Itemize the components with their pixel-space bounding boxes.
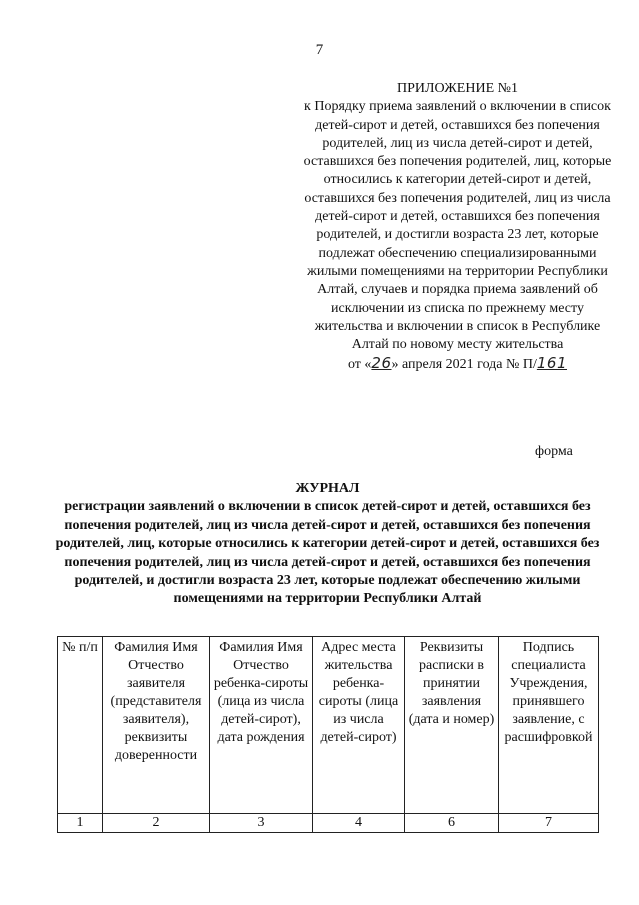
header-cell-number: № п/п: [58, 637, 103, 814]
column-number-cell: 3: [210, 814, 313, 833]
column-number-cell: 2: [103, 814, 210, 833]
header-cell-child: Фамилия Имя Отчество ребенка-сироты (лица из числа детей-сирот), дата рождения: [210, 637, 313, 814]
journal-table: [57, 636, 599, 833]
date-prefix: от «: [347, 357, 372, 373]
column-number-cell: 7: [499, 814, 599, 833]
journal-title: ЖУРНАЛ: [295, 481, 360, 496]
header-cell-receipt: Реквизиты расписки в принятии заявления (дата и номер): [405, 637, 499, 814]
handwritten-number: 161: [536, 354, 568, 373]
handwritten-day: 26: [371, 354, 392, 373]
date-middle: » апреля 2021 года № П/: [391, 357, 537, 373]
form-label: форма: [535, 444, 573, 459]
table-header-row: [58, 637, 599, 814]
header-cell-address: Адрес места жительства ребенка-сироты (лица из числа детей-сирот): [313, 637, 405, 814]
appendix-text: к Порядку приема заявлений о включении в список детей-сирот и детей, оставшихся без попечения родителей, лиц из числа детей-сирот и детей, оставшихся без попечения родителей, лиц, которые относились к категории детей-сирот и детей, оставшихся без попечения родителей, лиц из числа детей-сирот и детей, оставшихся без попечения родителей, и достигли возраста 23 лет, которые подлежат обеспечению специализированными жилыми помещениями на территории Республики Алтай, случаев и порядка приема заявлений об исключении из списка по прежнему месту жительства и включении в список в Республике Алтай по новому месту жительства: [303, 99, 612, 353]
column-number-cell: 6: [405, 814, 499, 833]
header-cell-signature: Подпись специалиста Учреждения, принявшего заявление, с расшифровкой: [499, 637, 599, 814]
appendix-title: ПРИЛОЖЕНИЕ №1: [397, 81, 518, 96]
column-number-cell: 1: [58, 814, 103, 833]
column-number-cell: 4: [313, 814, 405, 833]
journal-subtitle: регистрации заявлений о включении в список детей-сирот и детей, оставшихся без попечения родителей, лиц из числа детей-сирот и детей, оставшихся без попечения родителей, лиц, которые относились к категории детей-сирот и детей, оставшихся без попечения родителей, лиц из числа детей-сирот и детей, оставшихся без попечения родителей, и достигли возраста 23 лет, которые подлежат обеспечению жилыми помещениями на территории Республики Алтай: [55, 499, 600, 607]
journal-heading: [55, 480, 600, 609]
header-cell-applicant: Фамилия Имя Отчество заявителя (представителя заявителя), реквизиты доверенности: [103, 637, 210, 814]
appendix-block: [300, 80, 615, 375]
appendix-date-line: [300, 354, 615, 374]
table-number-row: [58, 814, 599, 833]
page-number: 7: [315, 42, 324, 58]
